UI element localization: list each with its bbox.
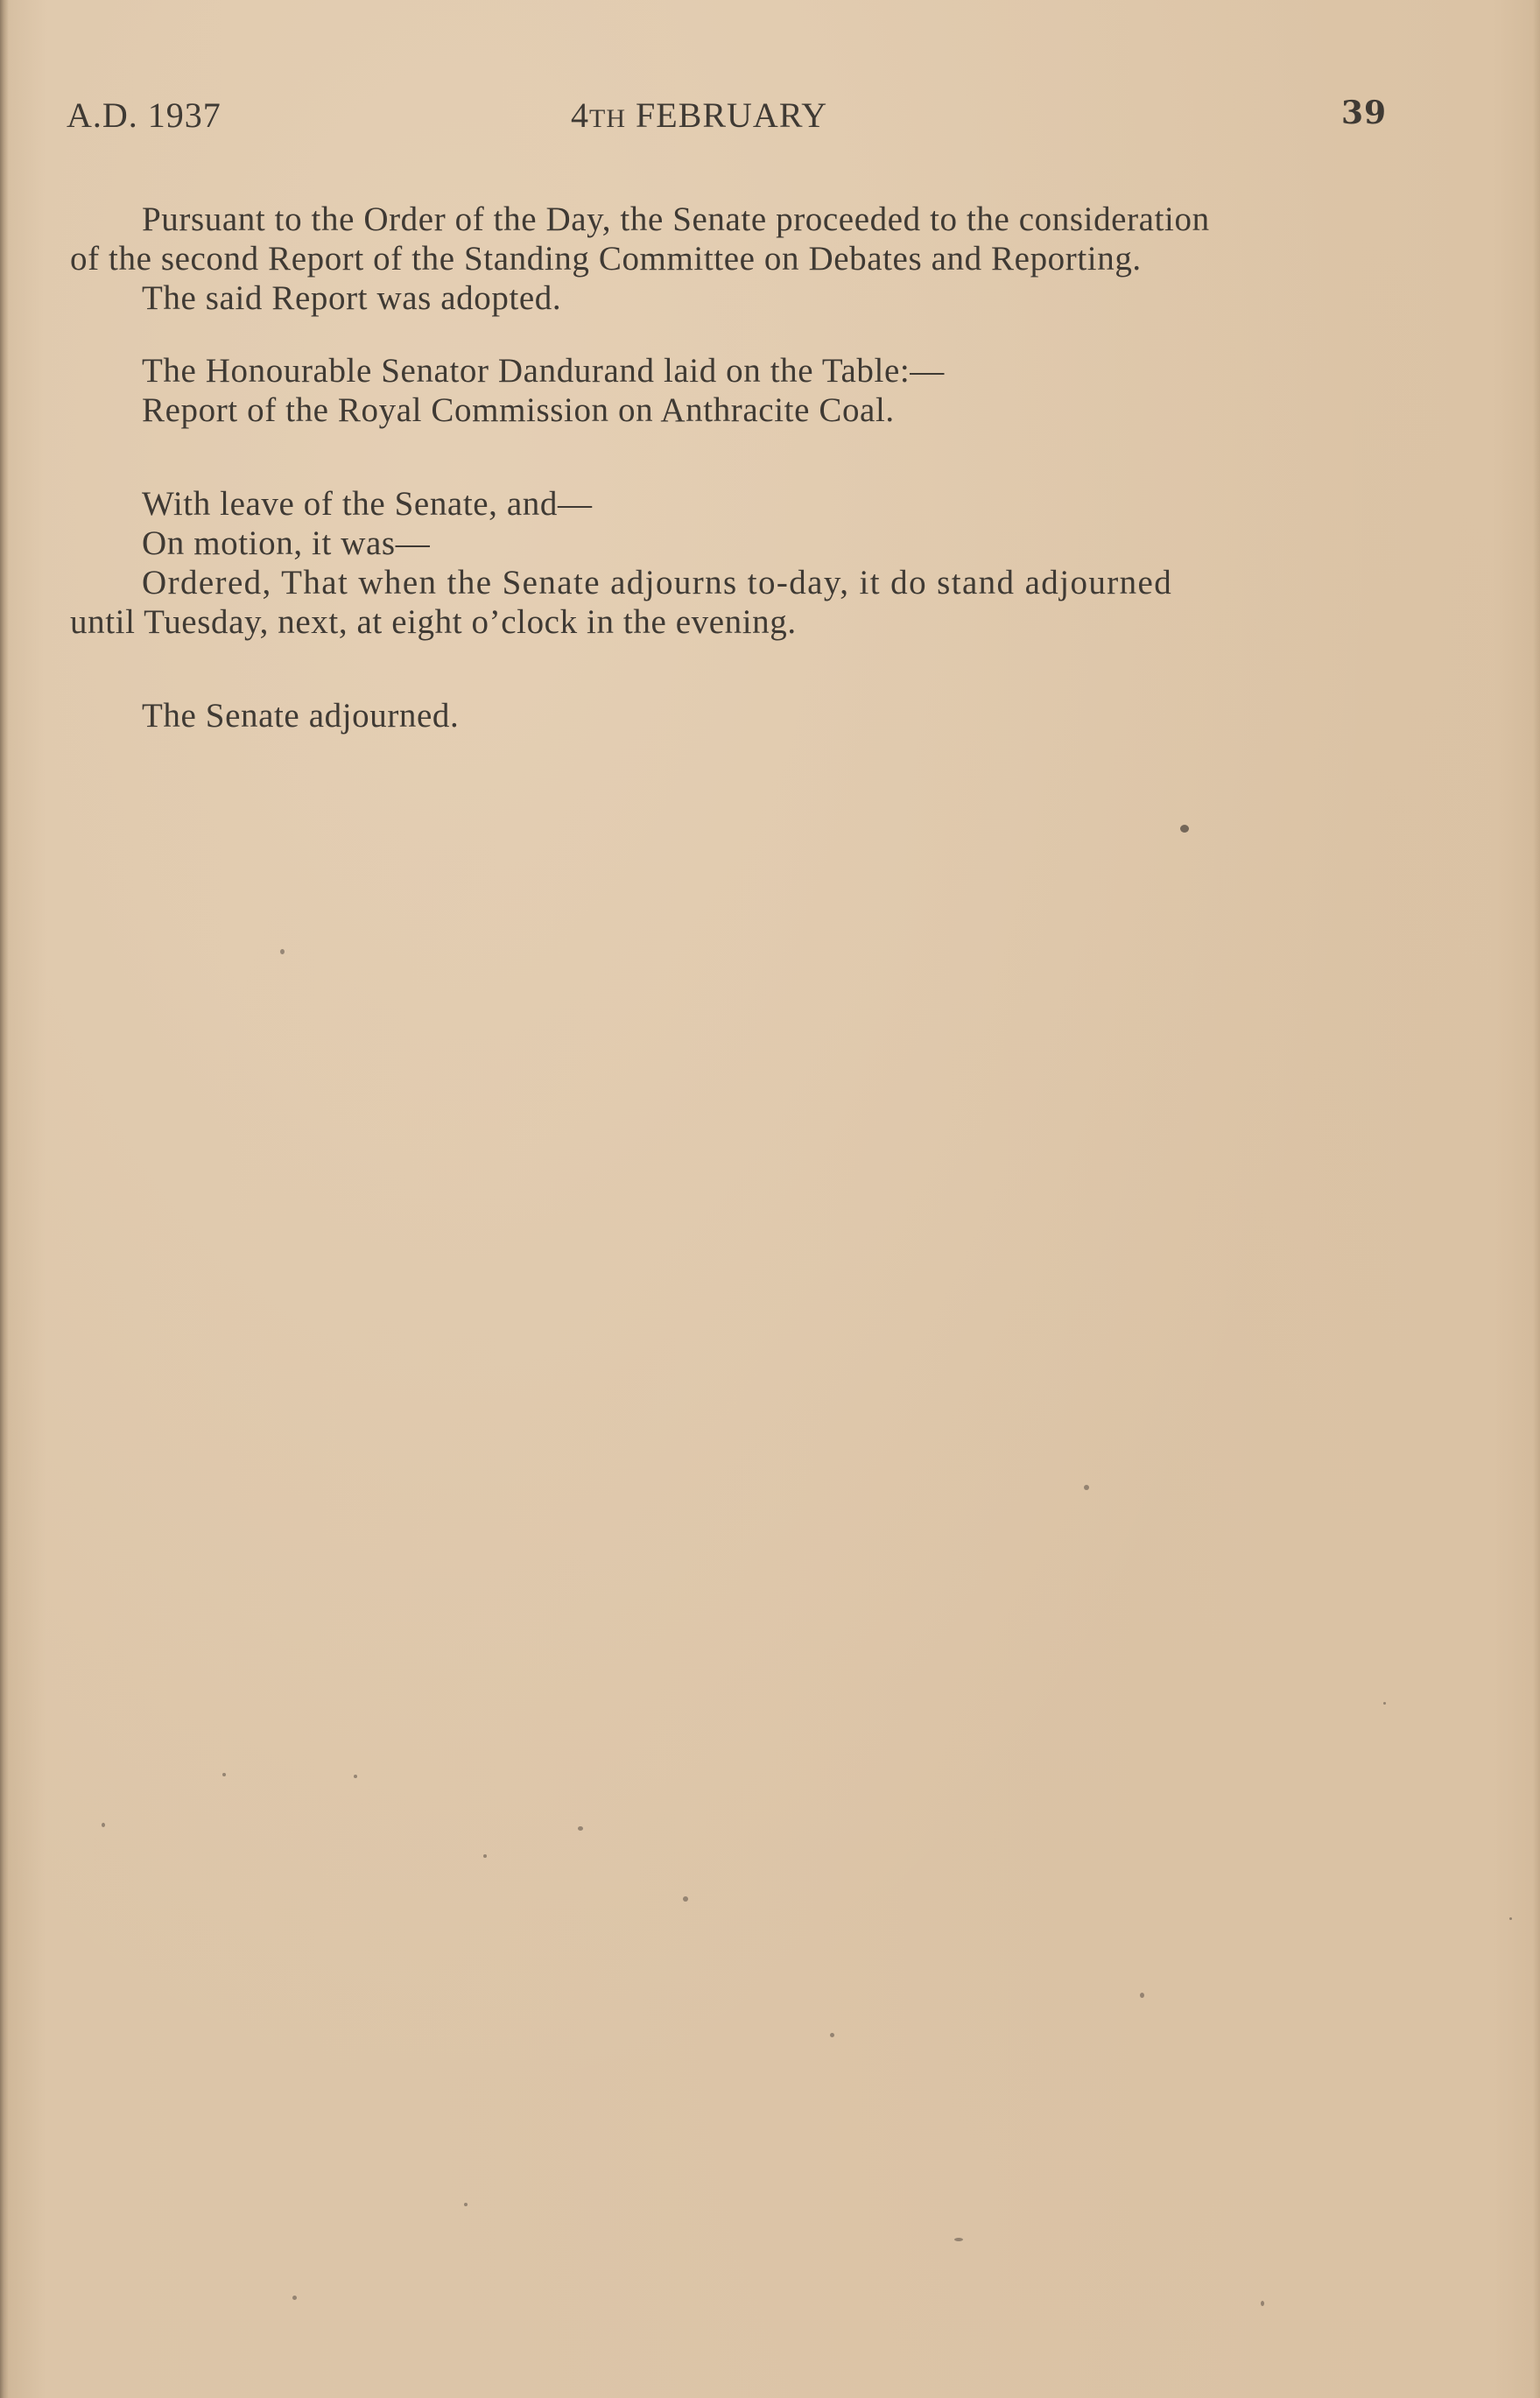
page-number: 39 — [1341, 95, 1388, 131]
motion-ordered-line-1: Ordered, That when the Senate adjourns to-day, it do stand adjourned — [142, 564, 1173, 601]
header-year: A.D. 1937 — [67, 95, 222, 135]
journal-entries — [70, 200, 1383, 735]
adjournment-motion — [70, 484, 1383, 642]
paper-speck — [1261, 2301, 1264, 2306]
paper-speck — [1383, 1702, 1386, 1705]
motion-on-motion: On motion, it was— — [142, 524, 431, 562]
paper-speck — [830, 2033, 834, 2037]
paper-speck — [1140, 1993, 1144, 1998]
paper-speck — [464, 2203, 468, 2206]
paper-speck — [483, 1854, 487, 1858]
header-date-day: 4 — [571, 95, 589, 135]
header-date-month: FEBRUARY — [626, 95, 828, 135]
paper-speck — [102, 1823, 105, 1827]
paper-speck — [683, 1896, 688, 1902]
order-of-day-paragraph — [70, 200, 1383, 318]
tabled-intro: The Honourable Senator Dandurand laid on the Table:— — [142, 352, 945, 390]
motion-leave: With leave of the Senate, and— — [142, 485, 593, 523]
paper-speck — [1180, 825, 1189, 833]
header-date-ordinal: TH — [589, 104, 626, 133]
order-of-day-line-1: Pursuant to the Order of the Day, the Senate proceeded to the consideration — [142, 200, 1210, 238]
paper-speck — [222, 1773, 226, 1776]
header-date — [571, 95, 827, 136]
paper-speck — [954, 2238, 963, 2241]
running-header — [67, 95, 1388, 138]
tabled-item: Report of the Royal Commission on Anthracite Coal. — [142, 391, 895, 429]
paper-speck — [1084, 1485, 1089, 1490]
order-of-day-line-2: of the second Report of the Standing Committee on Debates and Reporting. — [70, 240, 1142, 278]
motion-ordered-line-2: until Tuesday, next, at eight o’clock in the evening. — [70, 603, 797, 641]
paper-speck — [292, 2296, 297, 2300]
tabled-document-paragraph — [70, 351, 1383, 430]
paper-speck — [578, 1826, 583, 1831]
paper-speck — [280, 949, 285, 954]
report-adopted-line: The said Report was adopted. — [142, 279, 562, 317]
closing-paragraph — [70, 696, 1383, 735]
page-right-edge-shadow — [1533, 0, 1540, 2398]
senate-adjourned: The Senate adjourned. — [142, 697, 460, 735]
page-left-edge-shadow — [0, 0, 9, 2398]
paper-speck — [354, 1775, 357, 1778]
paper-speck — [1509, 1917, 1512, 1920]
